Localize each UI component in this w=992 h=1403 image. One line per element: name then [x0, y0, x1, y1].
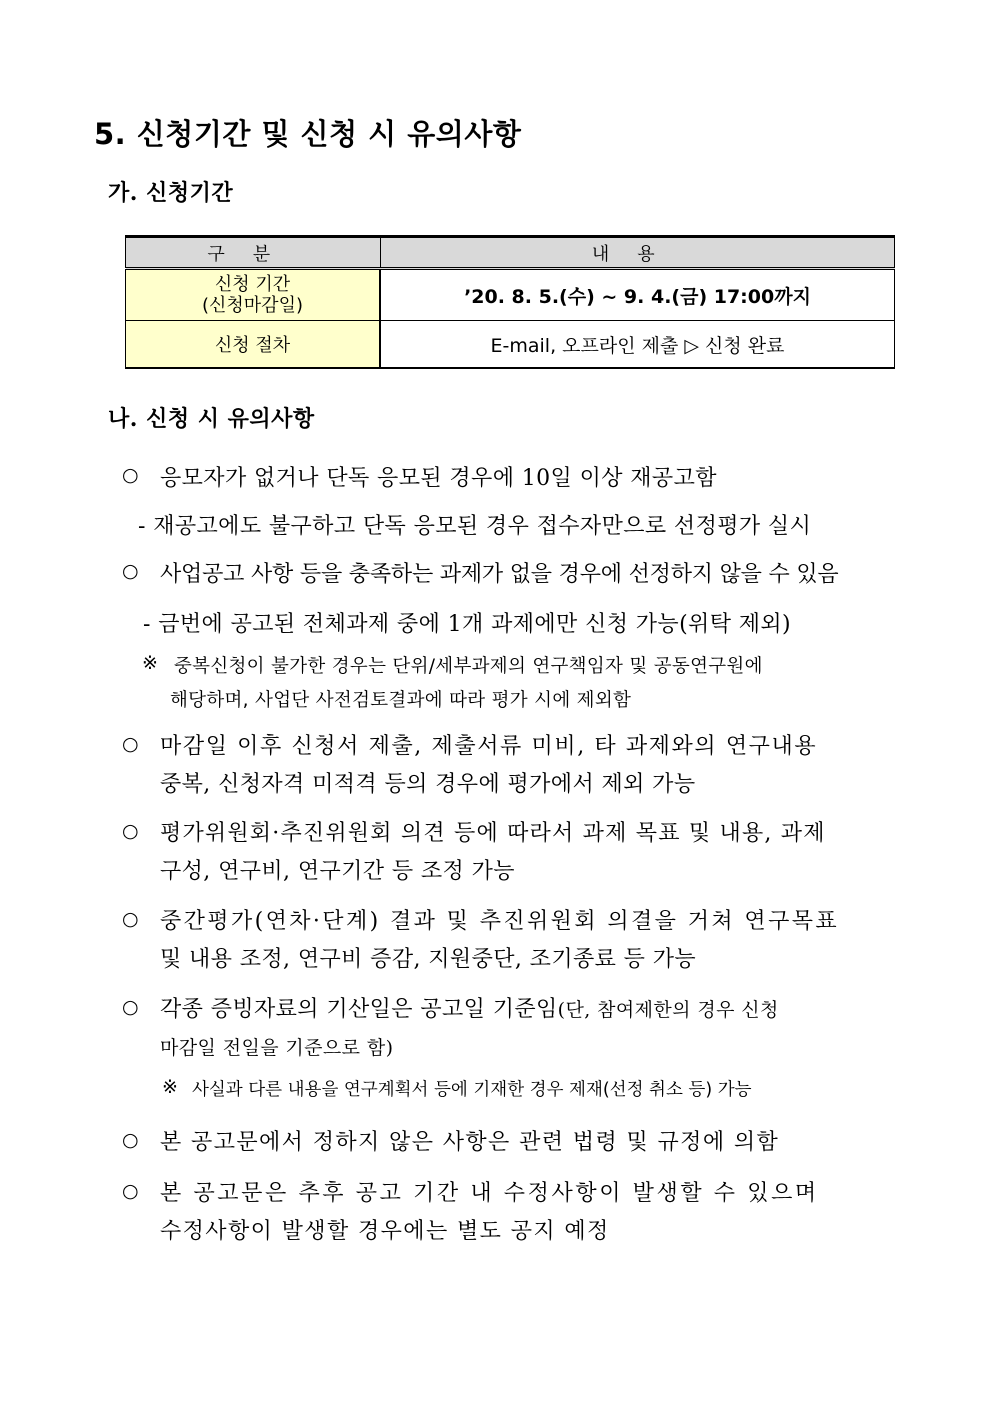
application-period-table: [125, 235, 895, 369]
reference-mark-icon: ※: [142, 652, 159, 674]
bullet-circle-icon: ○: [122, 996, 139, 1018]
table-cell-period-value: ’20. 8. 5.(수) ~ 9. 4.(금) 17:00까지: [380, 269, 895, 321]
note-subitem: - 금번에 공고된 전체과제 중에 1개 과제에만 신청 가능(위탁 제외): [143, 612, 792, 637]
note-item-continuation: 마감일 전일을 기준으로 함): [160, 1037, 394, 1059]
note-item: 사업공고 사항 등을 충족하는 과제가 없을 경우에 선정하지 않을 수 있음: [160, 562, 839, 587]
subsection-title-notes: 나. 신청 시 유의사항: [108, 406, 315, 432]
bullet-circle-icon: ○: [122, 908, 139, 930]
table-header-category: 구분: [126, 237, 381, 269]
reference-mark-icon: ※: [162, 1076, 179, 1098]
note-subitem: - 재공고에도 불구하고 단독 응모된 경우 접수자만으로 선정평가 실시: [138, 514, 812, 539]
note-remark: 해당하며, 사업단 사전검토결과에 따라 평가 시에 제외함: [170, 690, 632, 711]
note-item: 본 공고문은 추후 공고 기간 내 수정사항이 발생할 수 있으며: [160, 1181, 819, 1206]
note-item-continuation: 수정사항이 발생할 경우에는 별도 공지 예정: [160, 1219, 610, 1244]
bullet-circle-icon: ○: [122, 733, 139, 755]
note-remark: 중복신청이 불가한 경우는 단위/세부과제의 연구책임자 및 공동연구원에: [174, 656, 763, 677]
note-item-continuation: 구성, 연구비, 연구기간 등 조정 가능: [160, 859, 515, 884]
table-cell-procedure-value: E-mail, 오프라인 제출 ▷ 신청 완료: [380, 321, 895, 369]
note-item: 각종 증빙자료의 기산일은 공고일 기준임(단, 참여제한의 경우 신청: [160, 997, 779, 1022]
bullet-circle-icon: ○: [122, 560, 139, 582]
bullet-circle-icon: ○: [122, 464, 139, 486]
table-header-row: [126, 237, 895, 269]
note-remark: 사실과 다른 내용을 연구계획서 등에 기재한 경우 제재(선정 취소 등) 가능: [192, 1080, 752, 1100]
note-item-continuation: 중복, 신청자격 미적격 등의 경우에 평가에서 제외 가능: [160, 772, 696, 797]
section-title: 5. 신청기간 및 신청 시 유의사항: [94, 117, 522, 151]
note-item: 마감일 이후 신청서 제출, 제출서류 미비, 타 과제와의 연구내용: [160, 734, 818, 759]
table-row: [126, 321, 895, 369]
table-cell-label: 신청 절차: [126, 321, 381, 369]
note-item: 중간평가(연차·단계) 결과 및 추진위원회 의결을 거쳐 연구목표: [160, 909, 840, 934]
note-item: 평가위원회·추진위원회 의견 등에 따라서 과제 목표 및 내용, 과제: [160, 821, 826, 846]
bullet-circle-icon: ○: [122, 1180, 139, 1202]
bullet-circle-icon: ○: [122, 820, 139, 842]
table-header-content: 내용: [380, 237, 895, 269]
table-cell-label: 신청 기간 (신청마감일): [126, 269, 381, 321]
subsection-title-period: 가. 신청기간: [108, 180, 234, 206]
note-item: 본 공고문에서 정하지 않은 사항은 관련 법령 및 규정에 의함: [160, 1130, 780, 1155]
table-row: [126, 269, 895, 321]
note-item-continuation: 및 내용 조정, 연구비 증감, 지원중단, 조기종료 등 가능: [160, 947, 697, 972]
bullet-circle-icon: ○: [122, 1129, 139, 1151]
note-item: 응모자가 없거나 단독 응모된 경우에 10일 이상 재공고함: [160, 466, 717, 491]
